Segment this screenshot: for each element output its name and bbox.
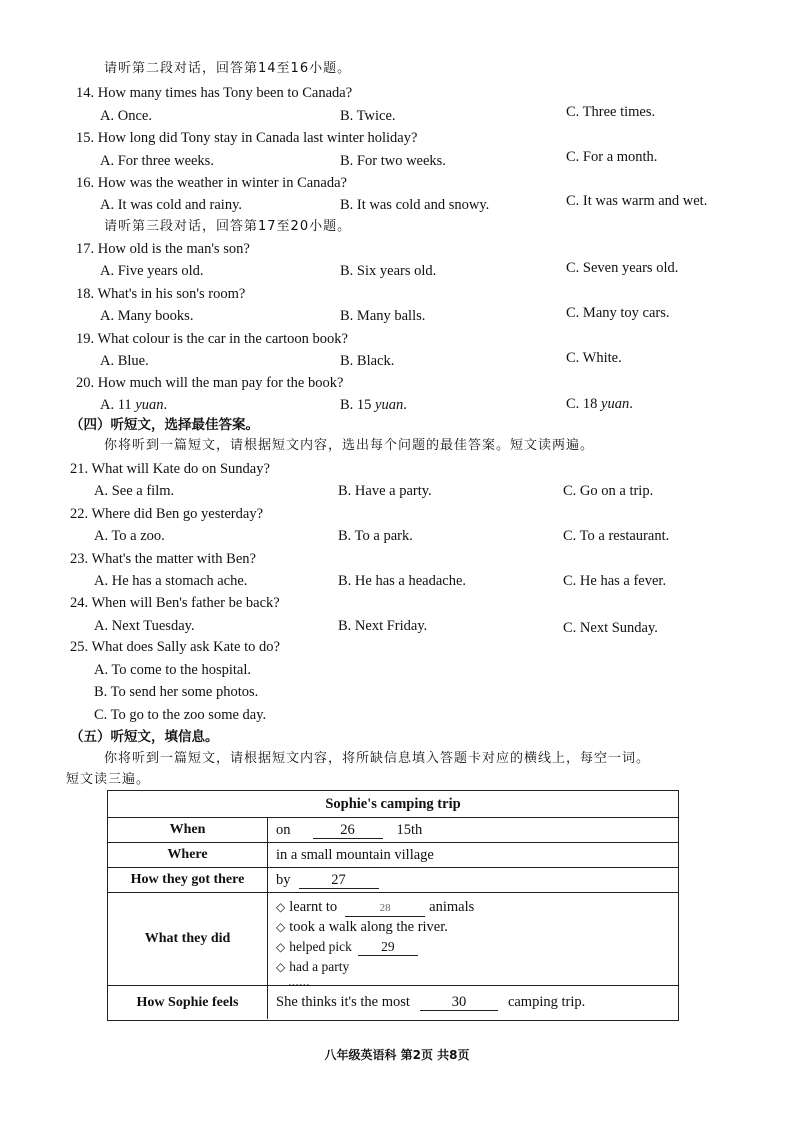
table-title: Sophie's camping trip (325, 795, 461, 812)
did-item-1: ◇ learnt to 28 animals (276, 899, 475, 915)
did-item-4: ◇ had a party (276, 959, 350, 974)
q17-option-a: A. Five years old. (100, 263, 204, 279)
q25-option-b: B. To send her some photos. (94, 684, 259, 700)
question-17: 17. How old is the man's son? (76, 241, 250, 257)
question-24: 24. When will Ben's father be back? (70, 595, 280, 611)
section-3-intro: 请听第三段对话，回答第17至20小题。 (104, 219, 352, 234)
q19-option-c: C. White. (566, 350, 622, 366)
when-label: When (108, 818, 268, 842)
q20-option-b-unit: yuan (375, 397, 404, 413)
q15-option-c: C. For a month. (566, 149, 658, 165)
q14-option-b: B. Twice. (340, 108, 396, 124)
question-22: 22. Where did Ben go yesterday? (70, 506, 264, 522)
q19-option-a: A. Blue. (100, 353, 149, 369)
q16-option-b: B. It was cold and snowy. (340, 197, 490, 213)
table-row-feels (108, 986, 678, 1019)
q20-option-a: A. 11 yuan. (100, 397, 168, 413)
feels-label: How Sophie feels (108, 986, 268, 1019)
feels-value: She thinks it's the most 30 camping trip. (276, 994, 586, 1010)
page-footer: 八年级英语科 第2页 共8页 (324, 1048, 470, 1062)
question-16: 16. How was the weather in winter in Canada? (76, 175, 347, 191)
blank-26[interactable]: 26 (313, 822, 383, 839)
table-row-how (108, 868, 678, 893)
did-list (276, 897, 475, 990)
q22-option-b: B. To a park. (338, 528, 413, 544)
table-title-row (108, 791, 678, 818)
part-5-heading: （五）听短文，填信息。 (70, 729, 219, 745)
q24-option-a: A. Next Tuesday. (94, 618, 195, 634)
when-value: on 26 15th (276, 821, 423, 838)
q20-option-b: B. 15 yuan. (340, 397, 407, 413)
part-5-intro: 你将听到一篇短文，请根据短文内容，将所缺信息填入答题卡对应的横线上，每空一词。 (104, 751, 651, 766)
q18-option-c: C. Many toy cars. (566, 305, 670, 321)
q15-option-b: B. For two weeks. (340, 153, 446, 169)
table-row-where (108, 843, 678, 868)
how-value: by 27 (276, 868, 674, 892)
how-label: How they got there (108, 868, 268, 892)
q24-option-c: C. Next Sunday. (563, 620, 658, 636)
question-14: 14. How many times has Tony been to Canada? (76, 85, 353, 101)
q25-option-c: C. To go to the zoo some day. (94, 707, 267, 723)
question-19: 19. What colour is the car in the cartoon book? (76, 331, 348, 347)
q20-option-c-unit: yuan (601, 396, 630, 412)
blank-27[interactable]: 27 (299, 872, 379, 889)
did-item-more: ...... (288, 974, 310, 990)
q19-option-b: B. Black. (340, 353, 395, 369)
table-row-when (108, 818, 678, 843)
part-5-intro-cont: 短文读三遍。 (66, 772, 151, 787)
question-23: 23. What's the matter with Ben? (70, 551, 256, 567)
q18-option-b: B. Many balls. (340, 308, 426, 324)
where-value: in a small mountain village (276, 846, 434, 863)
diamond-icon: ◇ (276, 940, 286, 954)
q21-option-c: C. Go on a trip. (563, 483, 654, 499)
q20-option-a-unit: yuan (135, 397, 164, 413)
question-15: 15. How long did Tony stay in Canada last winter holiday? (76, 130, 418, 146)
question-21: 21. What will Kate do on Sunday? (70, 461, 270, 477)
q14-option-a: A. Once. (100, 108, 152, 124)
q22-option-a: A. To a zoo. (94, 528, 165, 544)
blank-30[interactable]: 30 (420, 994, 498, 1011)
q18-option-a: A. Many books. (100, 308, 194, 324)
where-label: Where (108, 843, 268, 867)
q20-option-c: C. 18 yuan. (566, 396, 633, 412)
q17-option-c: C. Seven years old. (566, 260, 679, 276)
q25-option-a: A. To come to the hospital. (94, 662, 251, 678)
q23-option-b: B. He has a headache. (338, 573, 467, 589)
q24-option-b: B. Next Friday. (338, 618, 428, 634)
q16-option-c: C. It was warm and wet. (566, 193, 708, 209)
did-label: What they did (108, 893, 268, 985)
diamond-icon: ◇ (276, 920, 286, 934)
q21-option-b: B. Have a party. (338, 483, 432, 499)
blank-29[interactable]: 29 (358, 939, 418, 956)
q14-option-c: C. Three times. (566, 104, 656, 120)
blank-28[interactable]: 28 (345, 900, 425, 917)
part-4-intro: 你将听到一篇短文，请根据短文内容，选出每个问题的最佳答案。短文读两遍。 (104, 438, 595, 453)
section-2-intro: 请听第二段对话，回答第14至16小题。 (104, 61, 352, 76)
question-25: 25. What does Sally ask Kate to do? (70, 639, 280, 655)
did-item-2: ◇ took a walk along the river. (276, 919, 448, 935)
table-row-did (108, 893, 678, 990)
diamond-icon: ◇ (276, 960, 286, 974)
question-20: 20. How much will the man pay for the book? (76, 375, 344, 391)
q22-option-c: C. To a restaurant. (563, 528, 670, 544)
diamond-icon: ◇ (276, 900, 286, 914)
q16-option-a: A. It was cold and rainy. (100, 197, 243, 213)
did-item-3: ◇ helped pick 29 (276, 937, 474, 957)
part-4-heading: （四）听短文，选择最佳答案。 (70, 417, 259, 433)
q23-option-c: C. He has a fever. (563, 573, 667, 589)
info-table (107, 790, 679, 1021)
question-18: 18. What's in his son's room? (76, 286, 246, 302)
q17-option-b: B. Six years old. (340, 263, 437, 279)
q21-option-a: A. See a film. (94, 483, 175, 499)
q15-option-a: A. For three weeks. (100, 153, 214, 169)
q23-option-a: A. He has a stomach ache. (94, 573, 248, 589)
